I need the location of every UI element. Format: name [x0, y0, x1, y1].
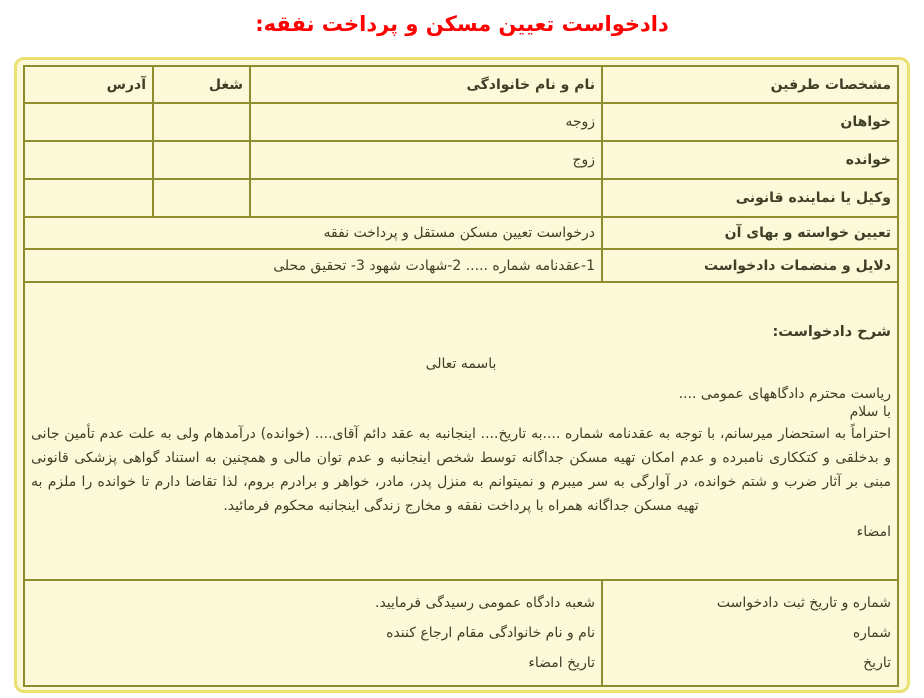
row-footer [24, 580, 898, 686]
row-claim [24, 217, 898, 249]
footer-court-branch-cell [24, 580, 602, 686]
court-branch-line: شعبه دادگاه عمومی رسیدگی فرمایید. [375, 595, 595, 611]
row-description [24, 282, 898, 580]
header-parties: مشخصات طرفین [602, 66, 898, 103]
claim-value: درخواست تعیین مسکن مستقل و پرداخت نفقه [24, 217, 602, 249]
description-heading: شرح دادخواست: [772, 324, 891, 340]
plaintiff-name: زوجه [250, 103, 602, 141]
claim-label: تعیین خواسته و بهای آن [602, 217, 898, 249]
petition-body-text: احتراماً به استحضار میرسانم، با توجه به عقدنامه شماره ....به تاریخ.... اینجانبه به عقد دائم آقای.... (خوانده) درآمدهام ولی به علت عدم تأمین جانی و بدخلقی و کتککاری نامبرده و عدم امکان تهیه مسکن جداگانه توسط شخص اینجانبه و عدم توان مالی و همچنین به استناد گواهی پزشکی قانونی مبنی بر آثار ضرب و شتم خوانده، در آوارگی به سر میبرم و نمیتوانم به منزل پدر، مادر، خواهر و برادرم بروم، لذا تقاضا دارم تا خوانده را ملزم به تهیه مسکن جداگانه همراه با پرداخت نفقه و مخارج زندگی اینجانبه محکوم فرمائید. [31, 426, 891, 514]
plaintiff-label: خواهان [602, 103, 898, 141]
number-label: شماره [852, 625, 891, 641]
referring-authority-line: نام و نام خانوادگی مقام ارجاع کننده [386, 625, 595, 641]
evidence-label: دلایل و منضمات دادخواست [602, 249, 898, 282]
defendant-label: خوانده [602, 141, 898, 179]
date-label: تاریخ [863, 655, 891, 671]
attorney-label: وکیل یا نماینده قانونی [602, 179, 898, 217]
greeting-text: با سلام [849, 404, 891, 420]
court-salutation: ریاست محترم دادگاههای عمومی .... [678, 386, 891, 402]
header-full-name: نام و نام خانوادگی [250, 66, 602, 103]
row-defendant [24, 141, 898, 179]
plaintiff-address [24, 103, 153, 141]
evidence-value: 1-عقدنامه شماره ..... 2-شهادت شهود 3- تحقیق محلی [24, 249, 602, 282]
row-plaintiff [24, 103, 898, 141]
header-address: آدرس [24, 66, 153, 103]
defendant-name: زوج [250, 141, 602, 179]
description-cell [24, 282, 898, 580]
header-job: شغل [153, 66, 250, 103]
petition-table [23, 65, 899, 687]
page-title: دادخواست تعیین مسکن و پرداخت نفقه: [255, 12, 669, 36]
attorney-name [250, 179, 602, 217]
signature-label: امضاء [856, 524, 891, 540]
row-attorney [24, 179, 898, 217]
attorney-address [24, 179, 153, 217]
footer-registration-cell [602, 580, 898, 686]
date-signature-line: تاریخ امضاء [528, 655, 595, 671]
attorney-job [153, 179, 250, 217]
defendant-address [24, 141, 153, 179]
plaintiff-job [153, 103, 250, 141]
basmala-text: باسمه تعالی [425, 356, 497, 372]
table-header-row [24, 66, 898, 103]
document-frame [14, 57, 910, 693]
defendant-job [153, 141, 250, 179]
registration-number-date-label: شماره و تاریخ ثبت دادخواست [716, 595, 891, 611]
row-evidence [24, 249, 898, 282]
